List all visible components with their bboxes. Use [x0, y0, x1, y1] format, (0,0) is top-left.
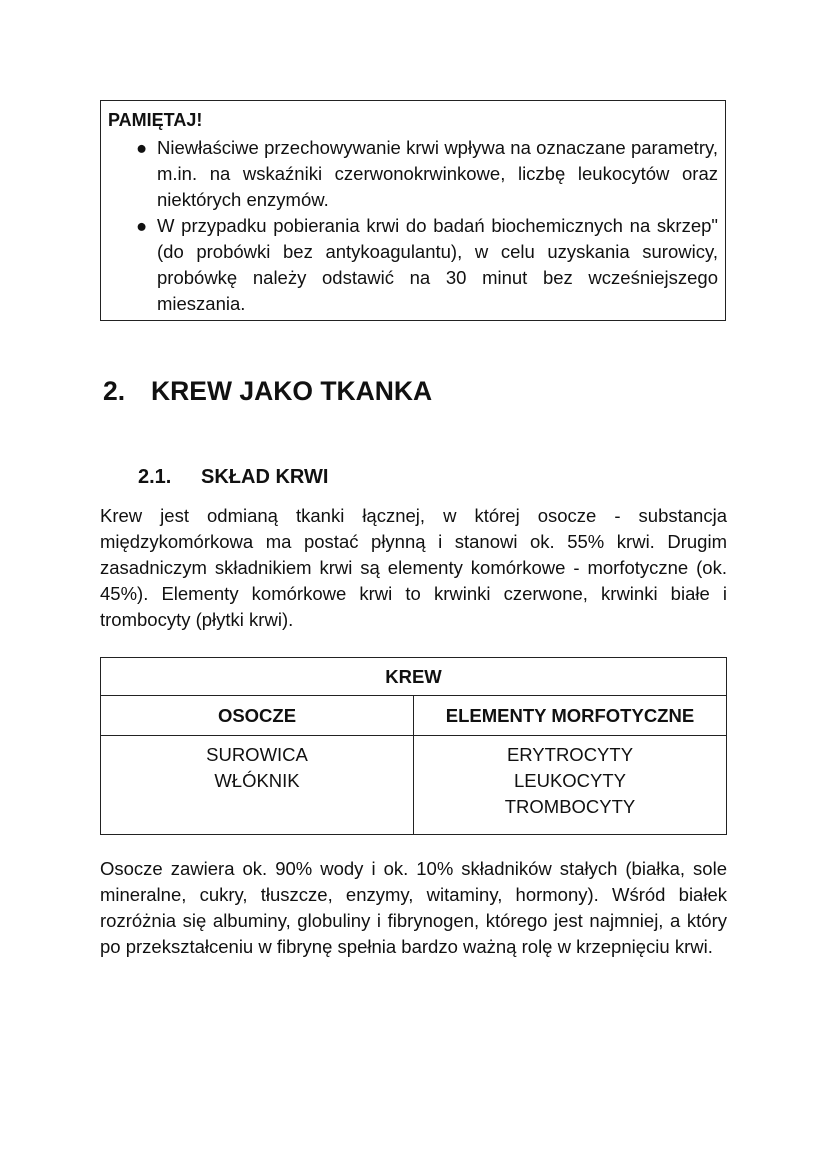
- paragraph-composition: Krew jest odmianą tkanki łącznej, w której osocze - substancja międzykomórkowa ma postać płynną i stanowi ok. 55% krwi. Drugim zasadniczym składnikiem krwi są elementy komórkowe - morfotyczne (ok. 45%). Elementy komórkowe krwi to krwinki czerwone, krwinki białe i trombocyty (płytki krwi).: [100, 505, 727, 630]
- plasma-cell: SUROWICA WŁÓKNIK: [101, 736, 414, 835]
- blood-table: [100, 657, 727, 835]
- morphotic-cell: ERYTROCYTY LEUKOCYTY TROMBOCYTY: [414, 736, 727, 835]
- header-morphotic: ELEMENTY MORFOTYCZNE: [414, 696, 727, 736]
- subsection-heading: 2.1. SKŁAD KRWI: [138, 466, 329, 488]
- bullet-icon: ●: [136, 215, 148, 236]
- note-bullet: ● W przypadku pobierania krwi do badań biochemicznych na skrzep" (do probówki bez antykoagulantu), w celu uzyskania surowicy, probówkę należy odstawić na 30 minut bez wcześniejszego mieszania.: [136, 215, 718, 314]
- header-plasma: OSOCZE: [101, 696, 414, 736]
- paragraph-plasma: Osocze zawiera ok. 90% wody i ok. 10% składników stałych (białka, sole mineralne, cukry, tłuszcze, enzymy, witaminy, hormony). Wśród białek rozróżnia się albuminy, globuliny i fibrynogen, którego jest najmniej, a który po przekształceniu w fibrynę spełnia bardzo ważną rolę w krzepnięciu krwi.: [100, 858, 727, 957]
- note-list: [101, 135, 725, 317]
- note-box: [100, 100, 726, 321]
- note-bullet: ● Niewłaściwe przechowywanie krwi wpływa na oznaczane parametry, m.in. na wskaźniki czerwonokrwinkowe, liczbę leukocytów oraz niektórych enzymów.: [136, 137, 718, 210]
- section-heading: 2. KREW JAKO TKANKA: [103, 376, 433, 406]
- note-title: PAMIĘTAJ!: [108, 110, 203, 130]
- bullet-icon: ●: [136, 137, 148, 158]
- table-title: KREW: [101, 658, 727, 696]
